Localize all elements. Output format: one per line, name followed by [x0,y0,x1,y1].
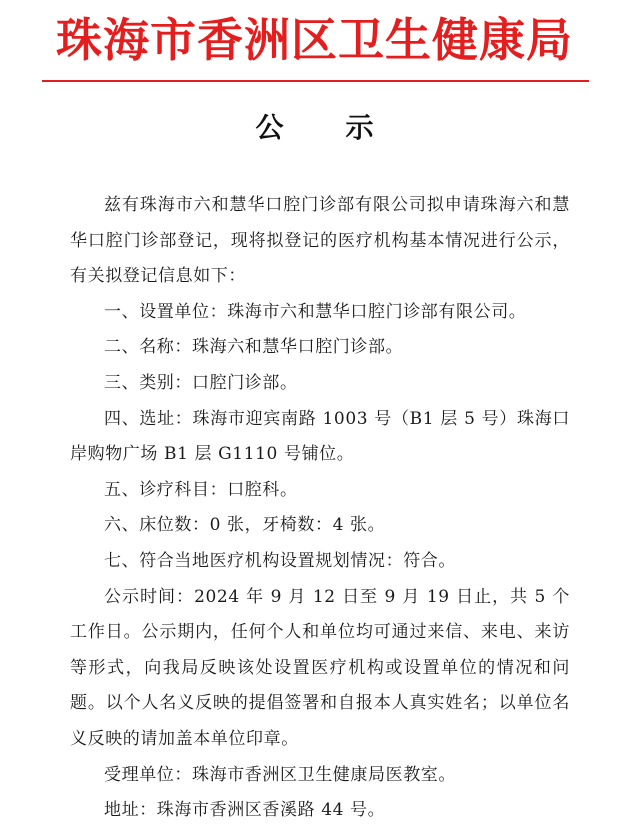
publicity-period-paragraph: 公示时间：2024 年 9 月 12 日至 9 月 19 日止，共 5 个工作日。公示期内，任何个人和单位均可通过来信、来电、来访等形式，向我局反映该处设置医疗机构或设置单位的情况和问题。以个人名义反映的提倡签署和自报本人真实姓名；以单位名义反映的请加盖本单位印章。 [70,586,570,749]
item-beds-chairs: 六、床位数：0 张，牙椅数：4 张。 [104,515,386,536]
item-name: 二、名称：珠海六和慧华口腔门诊部。 [104,337,404,358]
receiving-unit: 受理单位：珠海市香洲区卫生健康局医教室。 [104,764,456,785]
intro-paragraph: 兹有珠海市六和慧华口腔门诊部有限公司拟申请珠海六和慧华口腔门诊部登记，现将拟登记的医疗机构基本情况进行公示，有关拟登记信息如下： [70,195,570,287]
masthead-org-name: 珠海市香洲区卫生健康局 [56,13,573,67]
item-departments: 五、诊疗科目：口腔科。 [104,479,298,500]
masthead-red-rule [42,80,589,82]
address: 地址：珠海市香洲区香溪路 44 号。 [104,800,386,821]
item-planning-compliance: 七、符合当地医疗机构设置规划情况：符合。 [104,550,456,571]
notice-body [70,188,570,829]
item-establishing-unit: 一、设置单位：珠海市六和慧华口腔门诊部有限公司。 [104,301,527,322]
notice-title: 公示 [255,111,436,144]
item-location: 四、选址：珠海市迎宾南路 1003 号（B1 层 5 号）珠海口岸购物广场 B1 层 G1110 号铺位。 [70,408,570,465]
item-category: 三、类别：口腔门诊部。 [104,372,298,393]
